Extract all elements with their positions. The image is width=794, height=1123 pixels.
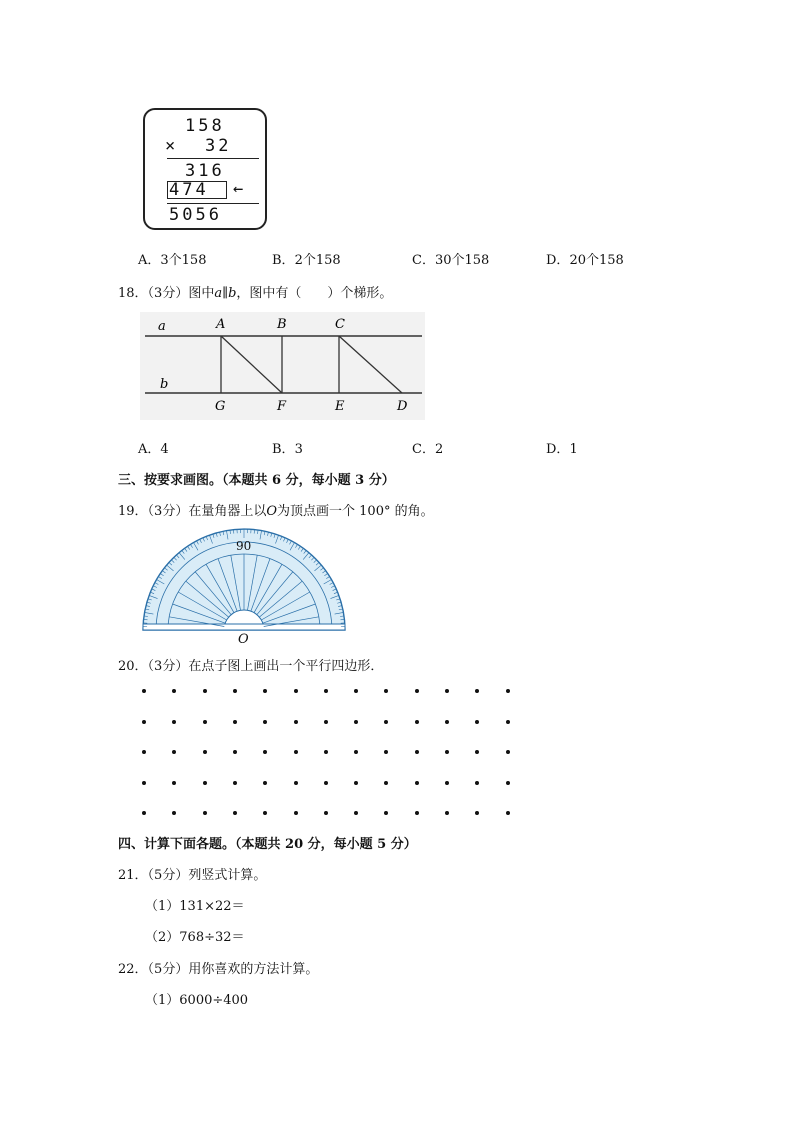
label-A: A — [216, 317, 226, 332]
grid-dot[interactable] — [415, 750, 419, 754]
option-text: 4 — [160, 442, 169, 457]
grid-dot[interactable] — [233, 811, 237, 815]
partial-product-2: 474 — [169, 180, 209, 200]
grid-dot[interactable] — [475, 811, 479, 815]
question-score: （5分） — [147, 868, 189, 883]
grid-dot[interactable] — [294, 781, 298, 785]
q18-option-a[interactable] — [138, 438, 169, 457]
rule-line — [167, 158, 259, 159]
option-text: 2 — [434, 442, 444, 457]
question-score: （5分） — [147, 962, 189, 977]
option-letter: D． — [546, 442, 570, 457]
question-number: 18． — [118, 286, 148, 301]
grid-dot[interactable] — [475, 720, 479, 724]
grid-dot[interactable] — [172, 720, 176, 724]
q18-option-b[interactable] — [272, 438, 303, 457]
grid-dot[interactable] — [294, 720, 298, 724]
grid-dot[interactable] — [233, 720, 237, 724]
grid-dot[interactable] — [324, 811, 328, 815]
option-letter: C． — [412, 253, 435, 268]
q17-option-b[interactable] — [272, 249, 341, 268]
grid-dot[interactable] — [203, 689, 207, 693]
question-text: 图中 — [188, 286, 215, 301]
grid-dot[interactable] — [172, 689, 176, 693]
q22-stem — [118, 958, 318, 977]
grid-dot[interactable] — [142, 720, 146, 724]
grid-dot[interactable] — [354, 689, 358, 693]
q22-item-1: （1）6000÷400 — [145, 993, 249, 1008]
product-result: 5056 — [169, 205, 222, 225]
grid-dot[interactable] — [203, 811, 207, 815]
grid-dot[interactable] — [445, 750, 449, 754]
option-letter: B． — [272, 253, 295, 268]
grid-dot[interactable] — [506, 720, 510, 724]
grid-dot[interactable] — [142, 750, 146, 754]
protractor-90-mark: 90 — [236, 539, 252, 553]
label-E: E — [335, 399, 345, 414]
option-text: 2个158 — [294, 253, 341, 268]
question-text: 为顶点画一个 100° 的角。 — [277, 504, 434, 519]
grid-dot[interactable] — [475, 689, 479, 693]
partial-product-1: 316 — [185, 161, 225, 181]
grid-dot[interactable] — [506, 689, 510, 693]
question-number: 20． — [118, 659, 148, 674]
grid-dot[interactable] — [172, 750, 176, 754]
grid-dot[interactable] — [354, 811, 358, 815]
option-letter: A． — [138, 253, 161, 268]
label-G: G — [215, 399, 226, 414]
multiplication-figure — [143, 108, 267, 230]
grid-dot[interactable] — [475, 750, 479, 754]
grid-dot[interactable] — [233, 689, 237, 693]
grid-dot[interactable] — [354, 781, 358, 785]
section-3-heading: 三、按要求画图。（本题共 6 分，每小题 3 分） — [118, 473, 395, 488]
question-number: 19． — [118, 504, 148, 519]
grid-dot[interactable] — [203, 720, 207, 724]
protractor — [140, 528, 348, 646]
vertex-label: O — [266, 504, 278, 519]
grid-dot[interactable] — [445, 811, 449, 815]
question-text: 在量角器上以 — [188, 504, 267, 519]
q17-option-d[interactable] — [546, 249, 624, 268]
option-letter: D． — [546, 253, 570, 268]
label-b: b — [160, 377, 169, 392]
protractor-base — [143, 624, 345, 630]
option-text: 20个158 — [569, 253, 624, 268]
multiplicand: 158 — [185, 116, 225, 136]
grid-dot[interactable] — [263, 750, 267, 754]
question-number: 21． — [118, 868, 148, 883]
vertex-o-label: O — [238, 632, 249, 646]
q18-option-d[interactable] — [546, 438, 578, 457]
grid-dot[interactable] — [475, 781, 479, 785]
grid-dot[interactable] — [233, 750, 237, 754]
grid-dot[interactable] — [415, 689, 419, 693]
grid-dot[interactable] — [384, 689, 388, 693]
rule-line — [167, 203, 259, 204]
grid-dot[interactable] — [172, 811, 176, 815]
grid-dot[interactable] — [263, 720, 267, 724]
q21-item-1: （1）131×22＝ — [145, 899, 245, 914]
label-C: C — [335, 317, 345, 332]
grid-dot[interactable] — [445, 689, 449, 693]
grid-dot[interactable] — [233, 781, 237, 785]
grid-dot[interactable] — [506, 750, 510, 754]
grid-dot[interactable] — [263, 689, 267, 693]
grid-dot[interactable] — [263, 781, 267, 785]
option-text: 30个158 — [434, 253, 490, 268]
section-4-heading: 四、计算下面各题。（本题共 20 分，每小题 5 分） — [118, 837, 417, 852]
option-text: 3 — [294, 442, 303, 457]
q21-item-2: （2）768÷32＝ — [145, 930, 245, 945]
parallel-notation: a∥b — [214, 286, 237, 301]
grid-dot[interactable] — [506, 811, 510, 815]
grid-dot[interactable] — [294, 811, 298, 815]
grid-dot[interactable] — [324, 781, 328, 785]
q17-option-c[interactable] — [412, 249, 489, 268]
question-text: ，图中有（ ）个梯形。 — [236, 286, 393, 301]
question-text: 用你喜欢的方法计算。 — [188, 962, 319, 977]
option-letter: B． — [272, 442, 295, 457]
q20-stem — [118, 655, 383, 674]
question-text: 在点子图上画出一个平行四边形． — [188, 659, 384, 674]
option-letter: A． — [138, 442, 161, 457]
times-sign: × — [165, 136, 176, 156]
label-F: F — [277, 399, 287, 414]
grid-dot[interactable] — [384, 750, 388, 754]
grid-dot[interactable] — [354, 720, 358, 724]
q21-stem — [118, 864, 266, 883]
arrow-left-icon: ← — [233, 179, 244, 199]
trapezoid-figure — [140, 312, 425, 420]
grid-dot[interactable] — [142, 689, 146, 693]
grid-dot[interactable] — [445, 720, 449, 724]
dot-grid[interactable] — [142, 689, 512, 817]
question-number: 22． — [118, 962, 148, 977]
question-score: （3分） — [147, 659, 189, 674]
grid-dot[interactable] — [142, 781, 146, 785]
grid-dot[interactable] — [415, 811, 419, 815]
question-text: 列竖式计算。 — [188, 868, 267, 883]
grid-dot[interactable] — [324, 689, 328, 693]
grid-dot[interactable] — [203, 781, 207, 785]
label-D: D — [397, 399, 408, 414]
option-letter: C． — [412, 442, 435, 457]
grid-dot[interactable] — [415, 720, 419, 724]
option-text: 1 — [569, 442, 578, 457]
grid-dot[interactable] — [415, 781, 419, 785]
q19-stem — [118, 500, 434, 519]
grid-dot[interactable] — [384, 781, 388, 785]
grid-dot[interactable] — [263, 811, 267, 815]
grid-dot[interactable] — [172, 781, 176, 785]
grid-dot[interactable] — [384, 720, 388, 724]
question-score: （3分） — [147, 286, 189, 301]
q18-stem — [118, 282, 392, 301]
q18-option-c[interactable] — [412, 438, 443, 457]
grid-dot[interactable] — [324, 720, 328, 724]
grid-dot[interactable] — [294, 750, 298, 754]
question-score: （3分） — [147, 504, 189, 519]
grid-dot[interactable] — [203, 750, 207, 754]
label-B: B — [277, 317, 287, 332]
grid-dot[interactable] — [506, 781, 510, 785]
multiplier: 32 — [205, 136, 232, 156]
label-a: a — [158, 319, 166, 334]
grid-dot[interactable] — [294, 689, 298, 693]
grid-dot[interactable] — [142, 811, 146, 815]
grid-dot[interactable] — [324, 750, 328, 754]
grid-dot[interactable] — [354, 750, 358, 754]
q17-option-a[interactable] — [138, 249, 206, 268]
grid-dot[interactable] — [384, 811, 388, 815]
option-text: 3个158 — [160, 253, 207, 268]
grid-dot[interactable] — [445, 781, 449, 785]
